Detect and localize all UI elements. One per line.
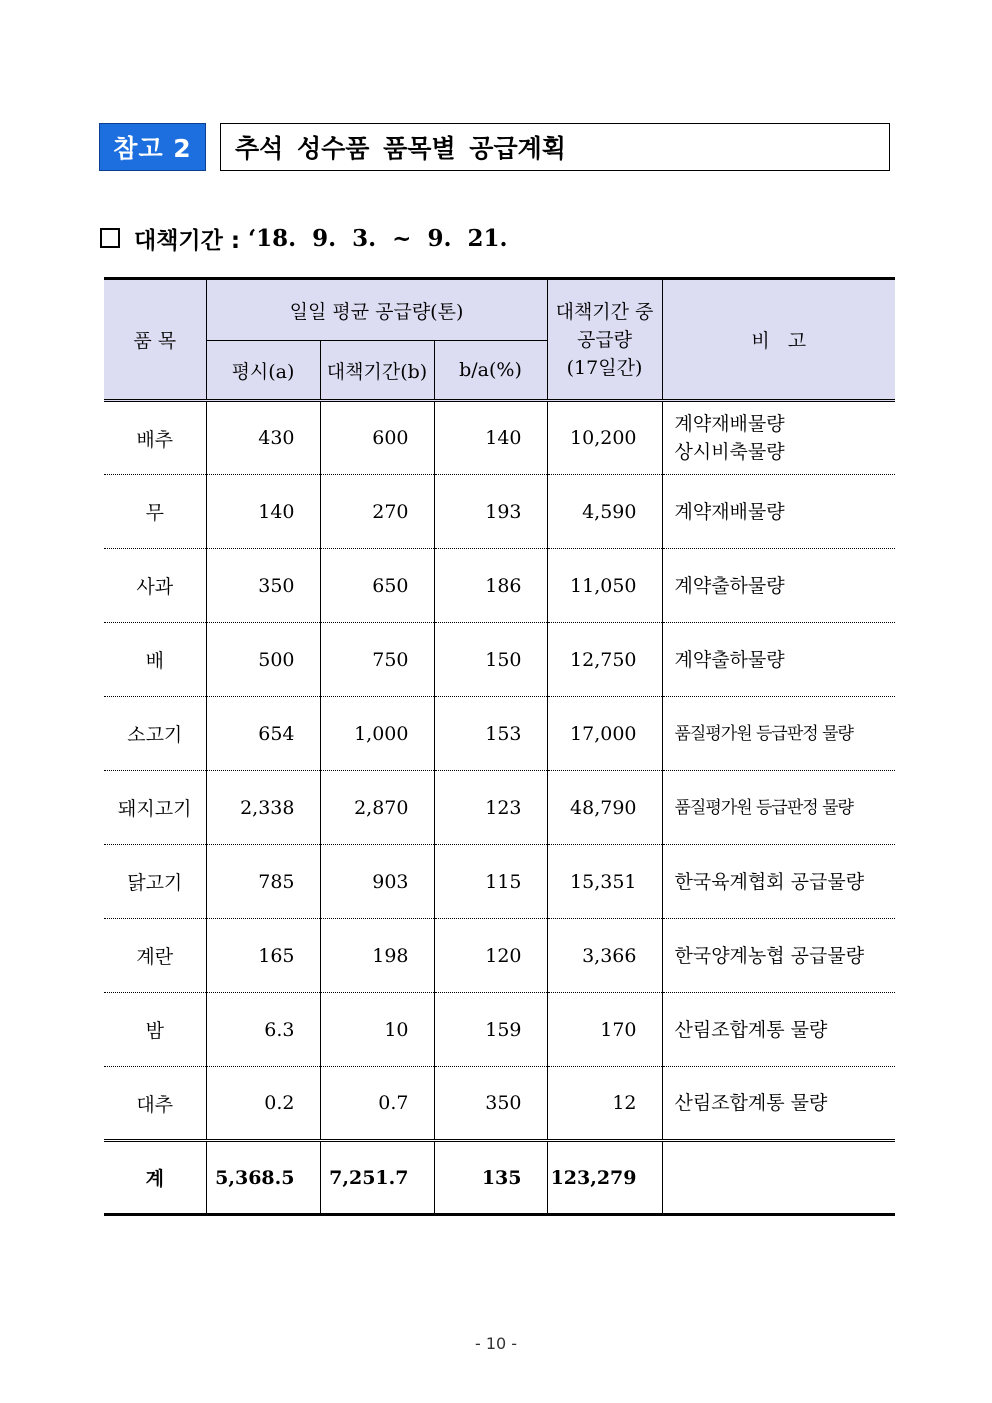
cell-total: 170 (547, 993, 662, 1067)
cell-note-line1: 계약재배물량 (674, 413, 785, 435)
cell-item: 사과 (104, 549, 206, 623)
cell-item: 계란 (104, 919, 206, 993)
cell-total: 4,590 (547, 475, 662, 549)
cell-note-line2: 상시비축물량 (674, 441, 785, 463)
cell-item: 배추 (104, 401, 206, 475)
cell-item: 무 (104, 475, 206, 549)
cell-normal: 654 (206, 697, 320, 771)
cell-normal: 785 (206, 845, 320, 919)
cell-item: 배 (104, 623, 206, 697)
header-during-line2: 공급량 (576, 328, 633, 351)
cell-total: 12 (547, 1067, 662, 1141)
cell-item: 돼지고기 (104, 771, 206, 845)
header-during-period (547, 279, 662, 401)
cell-total: 10,200 (547, 401, 662, 475)
cell-note: 계약출하물량 (662, 623, 895, 697)
cell-note: 품질평가원 등급판정 물량 (662, 697, 895, 771)
total-normal: 5,368.5 (206, 1141, 320, 1215)
cell-note: 품질평가원 등급판정 물량 (662, 771, 895, 845)
cell-normal: 6.3 (206, 993, 320, 1067)
cell-period: 198 (320, 919, 434, 993)
header-note: 비 고 (662, 279, 895, 401)
cell-ratio: 350 (434, 1067, 547, 1141)
table-row (104, 623, 895, 697)
cell-item: 밤 (104, 993, 206, 1067)
period-label: 대책기간 : (134, 227, 241, 254)
cell-normal: 165 (206, 919, 320, 993)
cell-total: 15,351 (547, 845, 662, 919)
cell-period: 10 (320, 993, 434, 1067)
total-note (662, 1141, 895, 1215)
cell-period: 270 (320, 475, 434, 549)
total-total: 123,279 (547, 1141, 662, 1215)
cell-normal: 500 (206, 623, 320, 697)
cell-normal: 0.2 (206, 1067, 320, 1141)
header-daily-group: 일일 평균 공급량(톤) (206, 279, 547, 341)
cell-ratio: 150 (434, 623, 547, 697)
table-total-row (104, 1141, 895, 1215)
total-period: 7,251.7 (320, 1141, 434, 1215)
supply-table (104, 277, 895, 1216)
cell-total: 17,000 (547, 697, 662, 771)
cell-period: 750 (320, 623, 434, 697)
cell-item: 닭고기 (104, 845, 206, 919)
table-row (104, 549, 895, 623)
cell-ratio: 186 (434, 549, 547, 623)
period-line (100, 220, 508, 256)
cell-ratio: 153 (434, 697, 547, 771)
cell-normal: 2,338 (206, 771, 320, 845)
cell-normal: 140 (206, 475, 320, 549)
header-period: 대책기간(b) (320, 341, 434, 401)
table-row (104, 771, 895, 845)
cell-period: 2,870 (320, 771, 434, 845)
cell-total: 48,790 (547, 771, 662, 845)
cell-period: 600 (320, 401, 434, 475)
cell-period: 1,000 (320, 697, 434, 771)
cell-ratio: 140 (434, 401, 547, 475)
table-row (104, 697, 895, 771)
cell-period: 0.7 (320, 1067, 434, 1141)
cell-note: 계약재배물량 (662, 475, 895, 549)
header-item: 품 목 (104, 279, 206, 401)
table-row (104, 845, 895, 919)
cell-note: 계약출하물량 (662, 549, 895, 623)
table-row (104, 919, 895, 993)
checkbox-square-icon (100, 228, 120, 248)
cell-period: 903 (320, 845, 434, 919)
period-value: ‘18. 9. 3. ~ 9. 21. (240, 224, 508, 252)
cell-ratio: 115 (434, 845, 547, 919)
cell-note: 한국양계농협 공급물량 (662, 919, 895, 993)
table-row (104, 401, 895, 475)
cell-note: 산림조합계통 물량 (662, 1067, 895, 1141)
header-during-line1: 대책기간 중 (555, 300, 654, 323)
table-row (104, 475, 895, 549)
cell-total: 12,750 (547, 623, 662, 697)
cell-item: 대추 (104, 1067, 206, 1141)
cell-normal: 350 (206, 549, 320, 623)
cell-ratio: 123 (434, 771, 547, 845)
total-ratio: 135 (434, 1141, 547, 1215)
cell-total: 3,366 (547, 919, 662, 993)
page-title: 추석 성수품 품목별 공급계획 (220, 123, 890, 171)
table-row (104, 1067, 895, 1141)
total-item: 계 (104, 1141, 206, 1215)
cell-item: 소고기 (104, 697, 206, 771)
reference-badge: 참고 2 (99, 123, 206, 171)
cell-note: 산림조합계통 물량 (662, 993, 895, 1067)
cell-ratio: 159 (434, 993, 547, 1067)
table-row (104, 993, 895, 1067)
cell-note (662, 401, 895, 475)
cell-ratio: 120 (434, 919, 547, 993)
header-normal: 평시(a) (206, 341, 320, 401)
cell-note: 한국육계협회 공급물량 (662, 845, 895, 919)
header-ratio: b/a(%) (434, 341, 547, 401)
cell-total: 11,050 (547, 549, 662, 623)
cell-normal: 430 (206, 401, 320, 475)
cell-period: 650 (320, 549, 434, 623)
cell-ratio: 193 (434, 475, 547, 549)
header-during-line3: (17일간) (566, 356, 643, 379)
page-number: - 10 - (474, 1334, 518, 1353)
title-row (99, 123, 890, 171)
